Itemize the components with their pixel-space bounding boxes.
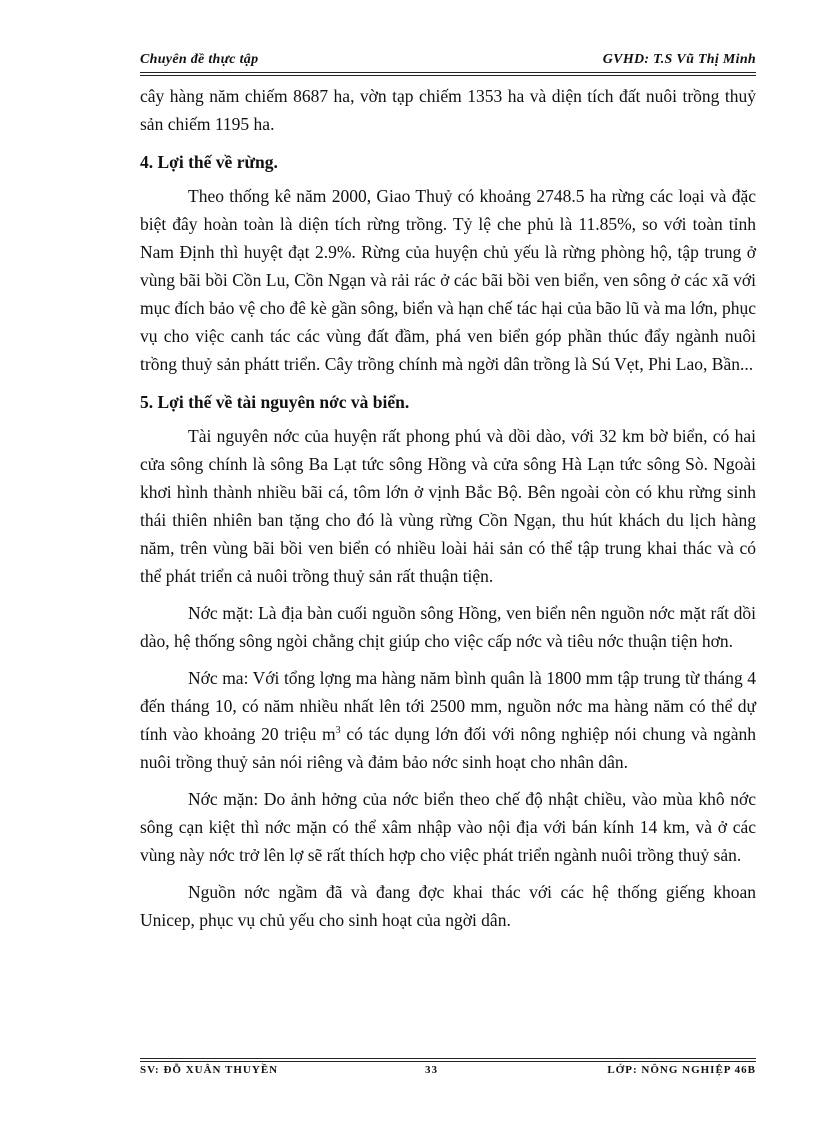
- page-header: [140, 50, 756, 73]
- footer-student: SV: ĐỖ XUÂN THUYỀN: [140, 1064, 279, 1076]
- paragraph-continuation: cây hàng năm chiếm 8687 ha, vờn tạp chiếm 1353 ha và diện tích đất nuôi trồng thuỷ sản chiếm 1195 ha.: [140, 86, 756, 134]
- header-topic: Chuyên đề thực tập: [140, 52, 259, 67]
- superscript-exponent: 3: [335, 725, 341, 737]
- paragraph-rain-water: [140, 664, 756, 776]
- paragraph-salt-water: Nớc mặn: Do ảnh hởng của nớc biển theo chế độ nhật chiều, vào mùa khô nớc sông cạn kiệt thì nớc mặn có thể xâm nhập vào nội địa với bán kính 14 km, và ở các vùng này nớc trở lên lợ sẽ rất thích hợp cho việc phát triển ngành nuôi trồng thuỷ sản.: [140, 789, 756, 865]
- rain-water-text-b: có tác dụng lớn đối với nông nghiệp nói chung và ngành nuôi trồng thuỷ sản nói riêng và đảm bảo nớc sinh hoạt cho nhân dân.: [140, 724, 756, 772]
- document-body: [140, 82, 756, 934]
- rain-water-text-a: Nớc ma: Với tổng lợng ma hàng năm bình quân là 1800 mm tập trung từ tháng 4 đến tháng 10, có năm nhiều nhất lên tới 2500 mm, nguồn nớc ma hàng năm có thể dự tính vào khoảng 20 triệu m: [140, 668, 756, 744]
- section-heading-water: 5. Lợi thế về tài nguyên nớc và biển.: [140, 392, 410, 412]
- page-footer: [140, 1058, 756, 1075]
- header-supervisor: GVHD: T.S Vũ Thị Minh: [602, 52, 756, 67]
- footer-class: LỚP: NÔNG NGHIỆP 46B: [607, 1064, 756, 1076]
- paragraph-forest: Theo thống kê năm 2000, Giao Thuỷ có khoảng 2748.5 ha rừng các loại và đặc biệt đây hoàn toàn là diện tích rừng trồng. Tỷ lệ che phủ là 11.85%, so với toàn tỉnh Nam Định thì huyệt đạt 2.9%. Rừng của huyện chủ yếu là rừng phòng hộ, tập trung ở vùng bãi bồi Cồn Lu, Cồn Ngạn và rải rác ở các bãi bồi ven biển, ven sông ở các xã với mục đích bảo vệ cho đê kè gần sông, biển và hạn chế tác hại của bão lũ và ma lớn, phục vụ cho việc canh tác các vùng đất đầm, phá ven biển góp phần thúc đẩy ngành nuôi trồng thuỷ sản phátt triển. Cây trồng chính mà ngời dân trồng là Sú Vẹt, Phi Lao, Bần...: [140, 186, 756, 374]
- section-heading-forest: 4. Lợi thế về rừng.: [140, 152, 278, 172]
- footer-page-number: 33: [425, 1064, 438, 1076]
- paragraph-ground-water: Nguồn nớc ngầm đã và đang đợc khai thác với các hệ thống giếng khoan Unicep, phục vụ chủ yếu cho sinh hoạt của ngời dân.: [140, 882, 756, 930]
- paragraph-water-resources: Tài nguyên nớc của huyện rất phong phú và dồi dào, với 32 km bờ biển, có hai cửa sông chính là sông Ba Lạt tức sông Hồng và cửa sông Hà Lạn tức sông Sò. Ngoài khơi hình thành nhiều bãi cá, tôm lớn ở vịnh Bắc Bộ. Bên ngoài còn có khu rừng sinh thái thiên nhiên ban tặng cho đó là vùng rừng Cồn Ngạn, thu hút khách du lịch hàng năm, trên vùng bãi bồi ven biển có nhiều loài hải sản có thể tập trung khai thác và có thể phát triển cả nuôi trồng thuỷ sản rất thuận tiện.: [140, 426, 756, 586]
- paragraph-surface-water: Nớc mặt: Là địa bàn cuối nguồn sông Hồng, ven biển nên nguồn nớc mặt rất dồi dào, hệ thống sông ngòi chằng chịt giúp cho việc cấp nớc và tiêu nớc thuận tiện hơn.: [140, 603, 756, 651]
